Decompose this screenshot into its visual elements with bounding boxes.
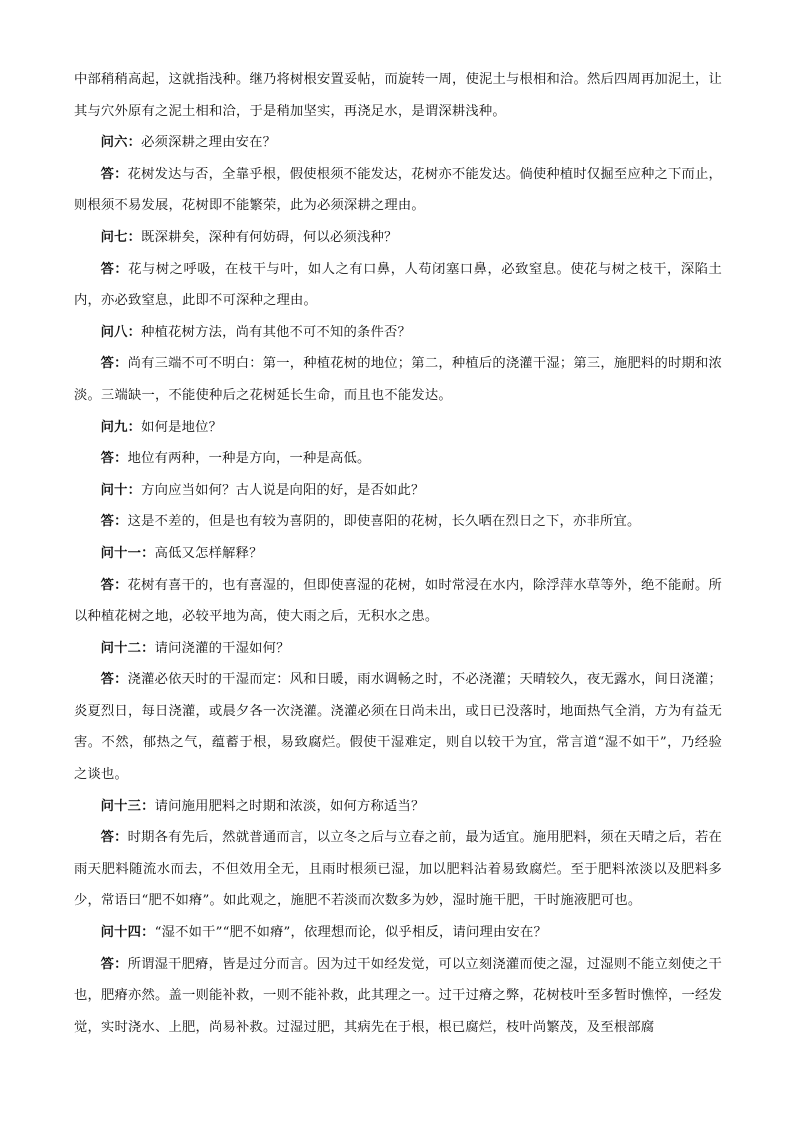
paragraph [74, 633, 722, 665]
paragraph-text: 浇灌必依天时的干湿而定：风和日暖，雨水调畅之时，不必浇灌；天晴较久，夜无露水，间日浇灌；炎夏烈日，每日浇灌，或晨夕各一次浇灌。浇灌必须在日尚未出，或日已没落时，地面热气全消，方为有益无害。不然，郁热之气，蕴蓄于根，易致腐烂。假使干湿难定，则自以较干为宜，常言道“湿不如干”，乃经验之谈也。 [74, 672, 722, 783]
paragraph [74, 917, 722, 949]
paragraph [74, 222, 722, 254]
qa-label: 问七： [100, 229, 142, 245]
paragraph-text: 中部稍稍高起，这就指浅种。继乃将树根安置妥帖，而旋转一周，使泥土与根相和洽。然后四周再加泥土，让其与穴外原有之泥土相和洽，于是稍加坚实，再浇足水，是谓深耕浅种。 [74, 72, 722, 119]
paragraph-text: “湿不如干”“肥不如瘠”，依理想而论，似乎相反，请问理由安在？ [154, 925, 547, 941]
paragraph [74, 127, 722, 159]
qa-label: 问九： [100, 419, 142, 435]
qa-label: 问十： [100, 482, 142, 498]
paragraph [74, 348, 722, 411]
paragraph-text: 尚有三端不可不明白：第一，种植花树的地位；第二，种植后的浇灌干湿；第三，施肥料的时期和浓淡。三端缺一，不能使种后之花树延长生命，而且也不能发达。 [74, 356, 722, 403]
qa-label: 问十三： [100, 798, 155, 814]
paragraph [74, 64, 722, 127]
paragraph [74, 791, 722, 823]
qa-label: 问八： [100, 324, 142, 340]
qa-label: 问六： [100, 135, 142, 151]
qa-label: 答： [100, 166, 128, 182]
paragraph-text: 时期各有先后，然就普通而言，以立冬之后与立春之前，最为适宜。施用肥料，须在天晴之后，若在雨天肥料随流水而去，不但效用全无，且雨时根须已湿，加以肥料沾着易致腐烂。至于肥料浓淡以及肥料多少，常语曰“肥不如瘠”。如此观之，施肥不若淡而次数多为妙，湿时施干肥，干时施液肥可也。 [74, 830, 722, 909]
paragraph-text: 请问浇灌的干湿如何？ [154, 640, 290, 656]
paragraph-text: 既深耕矣，深种有何妨碍，何以必须浅种？ [141, 229, 398, 245]
paragraph-text: 种植花树方法，尚有其他不可不知的条件否？ [141, 324, 412, 340]
paragraph [74, 317, 722, 349]
paragraph-text: 请问施用肥料之时期和浓淡，如何方称适当？ [154, 798, 425, 814]
paragraph [74, 443, 722, 475]
paragraph [74, 538, 722, 570]
qa-label: 答： [100, 830, 128, 846]
paragraph-text: 地位有两种，一种是方向，一种是高低。 [127, 451, 371, 467]
paragraph [74, 506, 722, 538]
paragraph-text: 花树发达与否，全靠乎根，假使根须不能发达，花树亦不能发达。倘使种植时仅掘至应种之下而止，则根须不易发展，花树即不能繁荣，此为必须深耕之理由。 [74, 166, 722, 214]
qa-label: 问十一： [100, 545, 155, 561]
paragraph [74, 412, 722, 444]
paragraph-text: 高低又怎样解释？ [154, 545, 263, 561]
paragraph-text: 花与树之呼吸，在枝干与叶，如人之有口鼻，人苟闭塞口鼻，必致窒息。使花与树之枝干，深陷土内，亦必致窒息，此即不可深种之理由。 [74, 261, 722, 309]
qa-label: 答： [100, 356, 128, 372]
paragraph [74, 822, 722, 917]
paragraph [74, 254, 722, 317]
paragraph-text: 所谓湿干肥瘠，皆是过分而言。因为过干如经发觉，可以立刻浇灌而使之湿，过湿则不能立刻使之干也，肥瘠亦然。盖一则能补救，一则不能补救，此其理之一。过干过瘠之弊，花树枝叶至多暂时憔悴，一经发觉，实时浇水、上肥，尚易补救。过湿过肥，其病先在于根，根已腐烂，枝叶尚繁茂，及至根部腐 [74, 956, 722, 1035]
qa-label: 答： [100, 451, 128, 467]
qa-label: 答： [100, 577, 128, 593]
paragraph [74, 664, 722, 790]
paragraph-text: 必须深耕之理由安在？ [141, 135, 277, 151]
qa-label: 问十四： [100, 925, 155, 941]
qa-label: 答： [100, 956, 128, 972]
paragraph [74, 159, 722, 222]
paragraph-text: 花树有喜干的，也有喜湿的，但即使喜湿的花树，如时常浸在水内，除浮萍水草等外，绝不能耐。所以种植花树之地，必较平地为高，使大雨之后，无积水之患。 [74, 577, 722, 625]
paragraph-text: 这是不差的，但是也有较为喜阴的，即使喜阳的花树，长久晒在烈日之下，亦非所宜。 [127, 514, 641, 530]
paragraph [74, 475, 722, 507]
qa-label: 答： [100, 672, 128, 688]
paragraph [74, 570, 722, 633]
qa-label: 答： [100, 261, 129, 277]
paragraph [74, 949, 722, 1044]
qa-label: 问十二： [100, 640, 155, 656]
paragraph-text: 如何是地位？ [141, 419, 223, 435]
qa-label: 答： [100, 514, 128, 530]
paragraph-text: 方向应当如何？古人说是向阳的好，是否如此？ [141, 482, 425, 498]
